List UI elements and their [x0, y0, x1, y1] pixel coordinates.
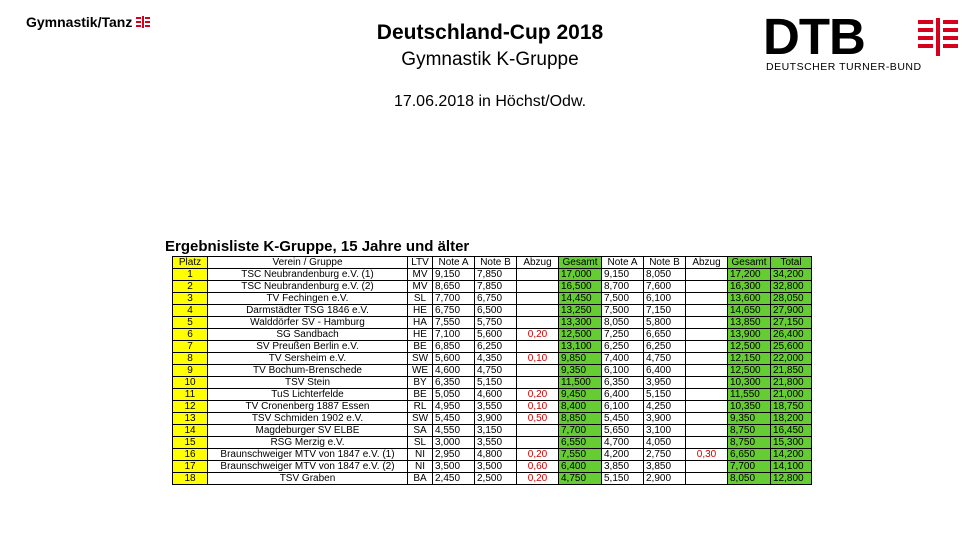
cell-ltv: SW: [408, 413, 433, 425]
cell-platz: 15: [173, 437, 208, 449]
cell-note-a-2: 6,100: [602, 365, 644, 377]
results-table: [172, 256, 812, 485]
cell-verein: RSG Merzig e.V.: [208, 437, 408, 449]
cell-abzug-1: 0,20: [517, 473, 559, 485]
cell-abzug-1: 0,10: [517, 353, 559, 365]
cell-gesamt-1: 17,000: [559, 269, 602, 281]
table-row: [173, 317, 812, 329]
cell-note-b-2: 6,100: [644, 293, 686, 305]
cell-abzug-1: [517, 305, 559, 317]
col-note-b-1: Note B: [475, 257, 517, 269]
cell-ltv: HE: [408, 305, 433, 317]
cell-platz: 12: [173, 401, 208, 413]
table-row: [173, 353, 812, 365]
cell-abzug-1: [517, 377, 559, 389]
cell-abzug-2: [686, 377, 728, 389]
cell-platz: 3: [173, 293, 208, 305]
cell-total: 27,150: [771, 317, 812, 329]
cell-verein: TSC Neubrandenburg e.V. (2): [208, 281, 408, 293]
cell-note-a-2: 6,400: [602, 389, 644, 401]
cell-note-b-1: 5,150: [475, 377, 517, 389]
cell-note-b-2: 6,650: [644, 329, 686, 341]
cell-gesamt-2: 7,700: [728, 461, 771, 473]
cell-note-b-2: 3,950: [644, 377, 686, 389]
table-row: [173, 425, 812, 437]
cell-gesamt-2: 14,650: [728, 305, 771, 317]
cell-note-b-1: 2,500: [475, 473, 517, 485]
table-row: [173, 365, 812, 377]
cell-gesamt-2: 12,150: [728, 353, 771, 365]
cell-platz: 18: [173, 473, 208, 485]
cell-total: 21,800: [771, 377, 812, 389]
cell-note-a-2: 9,150: [602, 269, 644, 281]
cell-gesamt-1: 7,700: [559, 425, 602, 437]
cell-gesamt-1: 8,400: [559, 401, 602, 413]
cell-abzug-2: [686, 389, 728, 401]
cell-total: 21,850: [771, 365, 812, 377]
cell-gesamt-2: 13,900: [728, 329, 771, 341]
cell-platz: 16: [173, 449, 208, 461]
cell-gesamt-1: 16,500: [559, 281, 602, 293]
cell-note-a-1: 8,650: [433, 281, 475, 293]
cell-gesamt-2: 6,650: [728, 449, 771, 461]
cell-note-b-2: 7,150: [644, 305, 686, 317]
table-row: [173, 293, 812, 305]
cell-platz: 11: [173, 389, 208, 401]
brand-text: Gymnastik/Tanz: [26, 14, 133, 30]
cell-platz: 17: [173, 461, 208, 473]
cell-ltv: SL: [408, 293, 433, 305]
cell-abzug-2: [686, 269, 728, 281]
cell-note-a-2: 8,050: [602, 317, 644, 329]
cell-total: 34,200: [771, 269, 812, 281]
cell-note-a-1: 7,550: [433, 317, 475, 329]
cell-abzug-2: [686, 305, 728, 317]
cell-note-b-1: 4,600: [475, 389, 517, 401]
cell-abzug-1: [517, 365, 559, 377]
cell-abzug-1: 0,60: [517, 461, 559, 473]
cell-abzug-2: 0,30: [686, 449, 728, 461]
cell-abzug-2: [686, 281, 728, 293]
col-verein: Verein / Gruppe: [208, 257, 408, 269]
cell-abzug-1: [517, 293, 559, 305]
cell-total: 14,200: [771, 449, 812, 461]
cell-abzug-1: [517, 281, 559, 293]
cell-verein: SV Preußen Berlin e.V.: [208, 341, 408, 353]
cell-abzug-2: [686, 353, 728, 365]
cell-platz: 2: [173, 281, 208, 293]
cell-note-b-1: 4,800: [475, 449, 517, 461]
cell-total: 18,200: [771, 413, 812, 425]
table-row: [173, 341, 812, 353]
cell-gesamt-2: 11,550: [728, 389, 771, 401]
cell-gesamt-2: 13,850: [728, 317, 771, 329]
cell-note-a-1: 4,600: [433, 365, 475, 377]
cell-note-b-1: 7,850: [475, 281, 517, 293]
cell-note-a-1: 3,000: [433, 437, 475, 449]
cell-platz: 14: [173, 425, 208, 437]
cell-verein: TV Cronenberg 1887 Essen: [208, 401, 408, 413]
cell-verein: TSV Schmiden 1902 e.V.: [208, 413, 408, 425]
cell-note-b-2: 2,750: [644, 449, 686, 461]
cell-verein: TSV Graben: [208, 473, 408, 485]
cell-ltv: HA: [408, 317, 433, 329]
cell-note-a-2: 7,400: [602, 353, 644, 365]
cell-gesamt-1: 12,500: [559, 329, 602, 341]
cell-gesamt-2: 8,050: [728, 473, 771, 485]
dtb-emblem-icon: [918, 18, 958, 58]
cell-abzug-2: [686, 317, 728, 329]
cell-note-b-1: 6,250: [475, 341, 517, 353]
cell-note-a-2: 6,350: [602, 377, 644, 389]
cell-verein: TSV Stein: [208, 377, 408, 389]
cell-note-b-2: 4,050: [644, 437, 686, 449]
cell-ltv: BA: [408, 473, 433, 485]
cell-verein: TV Bochum-Brenschede: [208, 365, 408, 377]
cell-note-b-2: 2,900: [644, 473, 686, 485]
cell-verein: Braunschweiger MTV von 1847 e.V. (1): [208, 449, 408, 461]
cell-note-a-1: 3,500: [433, 461, 475, 473]
cell-gesamt-1: 8,850: [559, 413, 602, 425]
cell-abzug-2: [686, 365, 728, 377]
cell-note-a-1: 5,600: [433, 353, 475, 365]
table-row: [173, 305, 812, 317]
col-abzug-1: Abzug: [517, 257, 559, 269]
cell-gesamt-1: 11,500: [559, 377, 602, 389]
cell-note-a-1: 2,450: [433, 473, 475, 485]
cell-note-b-2: 7,600: [644, 281, 686, 293]
cell-ltv: RL: [408, 401, 433, 413]
cell-gesamt-2: 8,750: [728, 425, 771, 437]
cell-gesamt-1: 14,450: [559, 293, 602, 305]
cell-abzug-1: [517, 437, 559, 449]
cell-note-b-1: 6,500: [475, 305, 517, 317]
table-row: [173, 461, 812, 473]
table-row: [173, 449, 812, 461]
cell-verein: SG Sandbach: [208, 329, 408, 341]
cell-note-a-1: 6,750: [433, 305, 475, 317]
cell-total: 18,750: [771, 401, 812, 413]
cell-note-b-1: 5,600: [475, 329, 517, 341]
cell-note-b-2: 4,250: [644, 401, 686, 413]
cell-note-a-2: 7,250: [602, 329, 644, 341]
table-header-row: [173, 257, 812, 269]
cell-platz: 1: [173, 269, 208, 281]
cell-ltv: BY: [408, 377, 433, 389]
cell-ltv: WE: [408, 365, 433, 377]
cell-abzug-1: [517, 425, 559, 437]
cell-abzug-2: [686, 293, 728, 305]
cell-ltv: MV: [408, 269, 433, 281]
col-note-a-1: Note A: [433, 257, 475, 269]
cell-gesamt-1: 9,450: [559, 389, 602, 401]
cell-ltv: SA: [408, 425, 433, 437]
cell-note-a-2: 7,500: [602, 293, 644, 305]
cell-gesamt-2: 10,350: [728, 401, 771, 413]
cell-gesamt-1: 6,550: [559, 437, 602, 449]
cell-gesamt-1: 7,550: [559, 449, 602, 461]
dtb-logo: [763, 8, 963, 74]
col-note-b-2: Note B: [644, 257, 686, 269]
cell-note-b-2: 3,850: [644, 461, 686, 473]
cell-note-b-2: 6,400: [644, 365, 686, 377]
cell-abzug-2: [686, 401, 728, 413]
cell-note-a-1: 2,950: [433, 449, 475, 461]
event-date: 17.06.2018 in Höchst/Odw.: [393, 93, 587, 110]
cell-note-a-1: 7,100: [433, 329, 475, 341]
table-row: [173, 269, 812, 281]
cell-gesamt-2: 12,500: [728, 365, 771, 377]
cell-platz: 4: [173, 305, 208, 317]
cell-total: 26,400: [771, 329, 812, 341]
cell-ltv: MV: [408, 281, 433, 293]
cell-platz: 8: [173, 353, 208, 365]
cell-note-a-1: 9,150: [433, 269, 475, 281]
cell-platz: 13: [173, 413, 208, 425]
cell-gesamt-1: 13,100: [559, 341, 602, 353]
col-note-a-2: Note A: [602, 257, 644, 269]
table-row: [173, 413, 812, 425]
cell-gesamt-2: 16,300: [728, 281, 771, 293]
cell-platz: 6: [173, 329, 208, 341]
dtb-logo-text: DTB: [763, 8, 865, 65]
table-row: [173, 329, 812, 341]
cell-ltv: SW: [408, 353, 433, 365]
cell-abzug-2: [686, 341, 728, 353]
table-row: [173, 437, 812, 449]
cell-note-b-1: 7,850: [475, 269, 517, 281]
cell-verein: Braunschweiger MTV von 1847 e.V. (2): [208, 461, 408, 473]
cell-gesamt-1: 9,350: [559, 365, 602, 377]
cell-note-a-1: 4,550: [433, 425, 475, 437]
cell-verein: Magdeburger SV ELBE: [208, 425, 408, 437]
cell-gesamt-1: 6,400: [559, 461, 602, 473]
cell-gesamt-1: 13,250: [559, 305, 602, 317]
cell-total: 16,450: [771, 425, 812, 437]
results-list-title: Ergebnisliste K-Gruppe, 15 Jahre und älter: [165, 238, 470, 255]
cell-gesamt-1: 13,300: [559, 317, 602, 329]
cell-note-a-2: 7,500: [602, 305, 644, 317]
cell-note-b-1: 4,350: [475, 353, 517, 365]
cell-abzug-1: 0,20: [517, 389, 559, 401]
cell-platz: 10: [173, 377, 208, 389]
col-abzug-2: Abzug: [686, 257, 728, 269]
cell-note-b-2: 4,750: [644, 353, 686, 365]
dtb-logo-subtitle: DEUTSCHER TURNER-BUND: [766, 61, 922, 73]
table-row: [173, 377, 812, 389]
col-total: Total: [771, 257, 812, 269]
cell-note-a-2: 6,100: [602, 401, 644, 413]
cell-abzug-2: [686, 473, 728, 485]
cell-abzug-2: [686, 329, 728, 341]
cell-total: 15,300: [771, 437, 812, 449]
cell-platz: 9: [173, 365, 208, 377]
cell-note-b-1: 3,150: [475, 425, 517, 437]
table-row: [173, 401, 812, 413]
cell-abzug-1: 0,20: [517, 449, 559, 461]
cell-ltv: SL: [408, 437, 433, 449]
cell-note-a-2: 4,200: [602, 449, 644, 461]
cell-gesamt-1: 4,750: [559, 473, 602, 485]
cell-total: 21,000: [771, 389, 812, 401]
cell-note-a-2: 3,850: [602, 461, 644, 473]
cell-total: 25,600: [771, 341, 812, 353]
cell-total: 28,050: [771, 293, 812, 305]
cell-platz: 7: [173, 341, 208, 353]
cell-abzug-2: [686, 413, 728, 425]
cell-abzug-1: [517, 317, 559, 329]
cell-total: 12,800: [771, 473, 812, 485]
cell-gesamt-2: 13,600: [728, 293, 771, 305]
cell-total: 27,900: [771, 305, 812, 317]
cell-abzug-1: 0,50: [517, 413, 559, 425]
col-gesamt-2: Gesamt: [728, 257, 771, 269]
cell-abzug-1: [517, 269, 559, 281]
cell-note-b-1: 3,900: [475, 413, 517, 425]
col-ltv: LTV: [408, 257, 433, 269]
cell-note-b-2: 5,800: [644, 317, 686, 329]
cell-note-b-1: 6,750: [475, 293, 517, 305]
cell-note-a-2: 4,700: [602, 437, 644, 449]
cell-abzug-2: [686, 437, 728, 449]
cell-gesamt-2: 8,750: [728, 437, 771, 449]
table-row: [173, 281, 812, 293]
col-gesamt-1: Gesamt: [559, 257, 602, 269]
cell-note-a-2: 8,700: [602, 281, 644, 293]
cell-note-a-2: 5,150: [602, 473, 644, 485]
cell-note-b-2: 3,100: [644, 425, 686, 437]
cell-note-a-2: 5,450: [602, 413, 644, 425]
cell-total: 14,100: [771, 461, 812, 473]
cell-verein: Darmstädter TSG 1846 e.V.: [208, 305, 408, 317]
cell-ltv: BE: [408, 389, 433, 401]
cell-verein: Walddörfer SV - Hamburg: [208, 317, 408, 329]
cell-ltv: HE: [408, 329, 433, 341]
table-row: [173, 473, 812, 485]
cell-abzug-1: 0,10: [517, 401, 559, 413]
cell-note-a-1: 6,350: [433, 377, 475, 389]
cell-verein: TSC Neubrandenburg e.V. (1): [208, 269, 408, 281]
cell-note-a-1: 7,700: [433, 293, 475, 305]
cell-total: 32,800: [771, 281, 812, 293]
cell-note-a-2: 5,650: [602, 425, 644, 437]
cell-gesamt-2: 10,300: [728, 377, 771, 389]
cell-gesamt-1: 9,850: [559, 353, 602, 365]
page-subtitle: Gymnastik K-Gruppe: [401, 49, 579, 70]
cell-note-b-1: 3,550: [475, 401, 517, 413]
cell-ltv: NI: [408, 449, 433, 461]
cell-note-b-2: 8,050: [644, 269, 686, 281]
cell-note-a-1: 5,450: [433, 413, 475, 425]
cell-total: 22,000: [771, 353, 812, 365]
col-platz: Platz: [173, 257, 208, 269]
cell-verein: TV Sersheim e.V.: [208, 353, 408, 365]
cell-ltv: NI: [408, 461, 433, 473]
cell-abzug-1: 0,20: [517, 329, 559, 341]
cell-gesamt-2: 12,500: [728, 341, 771, 353]
cell-abzug-2: [686, 461, 728, 473]
cell-abzug-2: [686, 425, 728, 437]
cell-note-a-2: 6,250: [602, 341, 644, 353]
cell-note-b-2: 6,250: [644, 341, 686, 353]
cell-abzug-1: [517, 341, 559, 353]
cell-note-a-1: 5,050: [433, 389, 475, 401]
cell-note-b-1: 5,750: [475, 317, 517, 329]
page-title: Deutschland-Cup 2018: [376, 21, 604, 44]
cell-note-b-1: 4,750: [475, 365, 517, 377]
cell-platz: 5: [173, 317, 208, 329]
cell-gesamt-2: 9,350: [728, 413, 771, 425]
cell-note-b-2: 5,150: [644, 389, 686, 401]
cell-note-a-1: 4,950: [433, 401, 475, 413]
cell-gesamt-2: 17,200: [728, 269, 771, 281]
table-row: [173, 389, 812, 401]
cell-ltv: BE: [408, 341, 433, 353]
cell-note-b-1: 3,550: [475, 437, 517, 449]
cell-note-b-1: 3,500: [475, 461, 517, 473]
cell-verein: TuS Lichterfelde: [208, 389, 408, 401]
cell-note-a-1: 6,850: [433, 341, 475, 353]
cell-verein: TV Fechingen e.V.: [208, 293, 408, 305]
cell-note-b-2: 3,900: [644, 413, 686, 425]
